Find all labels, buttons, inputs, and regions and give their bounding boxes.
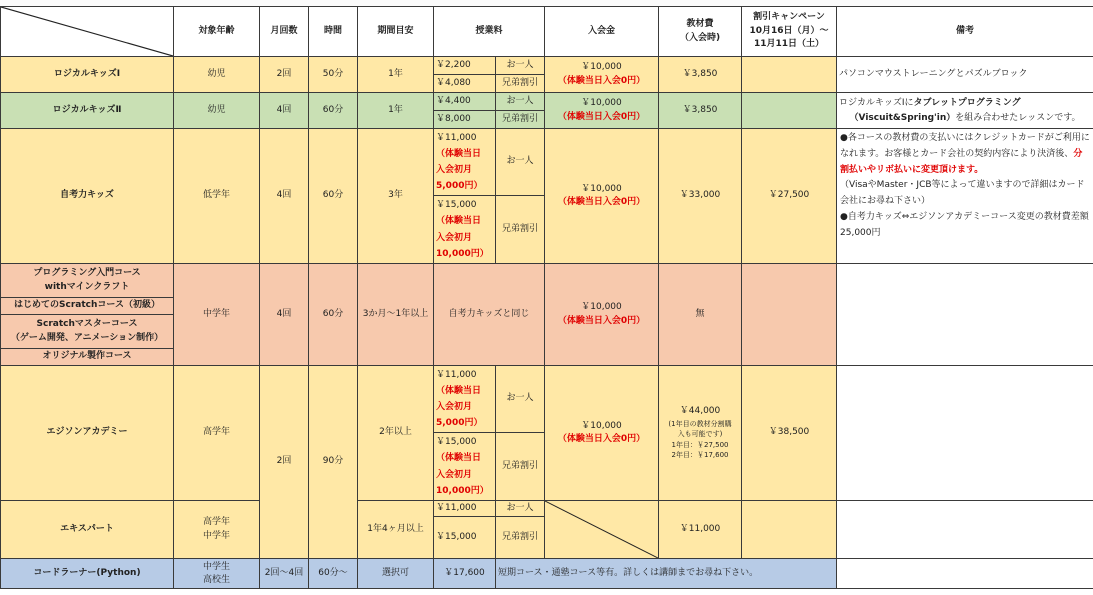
price-table [0,6,1093,589]
label-single: お一人 [496,366,545,433]
price-sibling-block [434,433,496,501]
age-cell: 低学年 [174,129,260,264]
course-name-scratch-beginner: はじめてのScratchコース（初級） [1,298,174,315]
admission-fee: ￥10,000 [581,183,622,194]
count-cell: 4回 [260,264,309,366]
price-single: ￥2,200 [434,57,496,75]
note-cell: パソコンマウストレーニングとパズルブロック [837,57,1093,93]
corner-cell [1,7,174,57]
time-cell: 60分～ [309,559,358,589]
header-admission: 入会金 [545,7,659,57]
admission-cell [545,57,659,93]
note-cell [837,129,1093,264]
period-cell: 2年以上 [358,366,434,501]
campaign-cell [742,57,837,93]
label-single: お一人 [496,129,545,196]
price-single-block [434,129,496,196]
count-cell: 4回 [260,129,309,264]
period-cell: 1年4ヶ月以上 [358,501,434,559]
label-single: お一人 [496,57,545,75]
promo-line: （体験当日 [436,453,482,464]
promo-line: 入会初月 [436,469,473,480]
age-line: 中学年 [202,530,230,541]
campaign-cell: ￥38,500 [742,366,837,501]
table-row [1,501,1093,517]
promo-line: （体験当日 [436,385,482,396]
age-line: 高学年 [202,517,230,527]
admission-cell [545,264,659,366]
header-campaign-l1: 割引キャンペーン [753,12,825,23]
materials-price: ￥44,000 [679,406,721,417]
admission-trial: （体験当日入会0円） [557,111,646,122]
course-line: Scratchマスターコース [36,319,138,329]
diagonal-line [545,501,658,558]
header-materials-l2: （入会時) [679,32,721,43]
label-sibling: 兄弟割引 [496,517,545,559]
header-duration: 時間 [309,7,358,57]
price-single: ￥11,000 [436,369,477,380]
admission-trial: （体験当日入会0円） [557,315,646,326]
admission-fee: ￥10,000 [581,302,622,312]
promo-line: 10,000円） [436,485,489,496]
note-credit: ●各コースの教材費の支払いにはクレジットカードがご利用になれます。お客様とカード会社の契約内容により決済後、 [840,133,1090,159]
course-name-logical-kids-1: ロジカルキッズⅠ [1,57,174,93]
materials-note: 2年目：￥17,600 [671,451,729,460]
price-sibling: ￥15,000 [436,437,477,448]
note-card-brands: （VisaやMaster・JCB等によって違いますので詳細はカード会社にお尋ね下さい） [840,180,1085,206]
materials-cell: ￥3,850 [659,93,742,129]
course-name-code-learner: コードラーナー(Python) [1,559,174,589]
count-cell: 2回 [260,57,309,93]
age-line: 中学生 [202,561,230,572]
table-row [1,93,1093,111]
age-cell: 幼児 [174,57,260,93]
diagonal-line [1,7,173,56]
header-campaign [742,7,837,57]
admission-trial: （体験当日入会0円） [557,197,646,207]
count-cell: 2回～4回 [260,559,309,589]
materials-note: (1年目の教材分割購 [668,419,732,428]
promo-line: 10,000円） [436,248,489,259]
time-cell: 60分 [309,264,358,366]
header-campaign-l3: 11月11日（土） [753,39,825,50]
admission-trial: （体験当日入会0円） [557,434,646,444]
note-difference: ●自考力キッズ⇔エジソンアカデミーコース変更の教材費差額25,000円 [840,211,1089,238]
label-sibling: 兄弟割引 [496,75,545,93]
admission-cell-empty [545,501,659,559]
table-row [1,129,1093,196]
admission-cell [545,129,659,264]
header-period: 期間目安 [358,7,434,57]
price-sibling-block [434,196,496,264]
age-cell: 高学年 [174,366,260,501]
label-single: お一人 [496,501,545,517]
promo-line: （体験当日 [436,148,482,159]
period-cell: 3年 [358,129,434,264]
admission-fee: ￥10,000 [581,98,622,108]
header-materials [659,7,742,57]
campaign-cell [742,264,837,366]
note-bold: タブレットプログラミング [913,98,1021,109]
header-monthly-count: 月回数 [260,7,309,57]
header-target-age: 対象年齢 [174,7,260,57]
promo-line: 5,000円） [436,181,483,192]
price-single: ￥11,000 [434,501,496,517]
period-cell: 1年 [358,57,434,93]
label-sibling: 兄弟割引 [496,196,545,264]
course-name-original: オリジナル製作コース [1,349,174,366]
price-single: ￥4,400 [434,93,496,111]
label-sibling: 兄弟割引 [496,111,545,129]
note-cell [837,93,1093,129]
price-cell: ￥17,600 [434,559,496,589]
course-name-intro-minecraft [1,264,174,298]
course-name-jikouryoku-kids: 自考力キッズ [1,129,174,264]
period-cell: 選択可 [358,559,434,589]
materials-cell: ￥33,000 [659,129,742,264]
promo-line: （体験当日 [436,216,482,227]
table-row [1,57,1093,75]
admission-cell [545,93,659,129]
course-line: （ゲーム開発、アニメーション制作） [10,332,164,343]
course-name-scratch-master [1,315,174,349]
materials-note: 入も可能です) [677,430,723,439]
note-bold-apps: （Viscuit&Spring'in） [849,112,956,123]
label-single: お一人 [496,93,545,111]
note-cell [837,366,1093,501]
campaign-cell [742,93,837,129]
tuition-cell: 自考力キッズと同じ [434,264,545,366]
course-name-logical-kids-2: ロジカルキッズⅡ [1,93,174,129]
table-row [1,366,1093,433]
time-cell: 90分 [309,366,358,559]
time-cell: 50分 [309,57,358,93]
period-cell: 1年 [358,93,434,129]
count-cell: 4回 [260,93,309,129]
promo-line: 入会初月 [436,232,473,243]
age-cell [174,501,260,559]
period-cell: 3か月～1年以上 [358,264,434,366]
admission-fee: ￥10,000 [581,62,622,72]
header-notes: 備考 [837,7,1093,57]
label-sibling: 兄弟割引 [496,433,545,501]
course-line: withマインクラフト [44,281,130,292]
age-cell: 中学年 [174,264,260,366]
price-sibling: ￥8,000 [434,111,496,129]
time-cell: 60分 [309,129,358,264]
materials-cell: ￥11,000 [659,501,742,559]
price-single-block [434,366,496,433]
table-row [1,559,1093,589]
course-line: プログラミング入門コース [33,268,141,278]
course-name-edison-academy: エジソンアカデミー [1,366,174,501]
note-cell [837,501,1093,559]
header-campaign-l2: 10月16日（月）～ [749,25,829,36]
promo-line: 入会初月 [436,165,473,175]
admission-trial: （体験当日入会0円） [557,75,646,86]
note-cell [837,559,1093,589]
promo-line: 入会初月 [436,402,473,412]
campaign-cell: ￥27,500 [742,129,837,264]
materials-note: 1年目：￥27,500 [671,440,729,449]
note-text: ロジカルキッズⅠに [839,98,914,109]
note-credit-red: 分割払いやリボ払いに変更頂けます。 [840,148,1083,175]
note-cell [837,264,1093,366]
header-tuition: 授業料 [434,7,545,57]
note-text-2: を組み合わせたレッスンです。 [955,112,1081,123]
price-single: ￥11,000 [436,132,477,143]
admission-fee: ￥10,000 [581,420,622,431]
count-cell: 2回 [260,366,309,559]
table-row [1,264,1093,298]
materials-cell [659,366,742,501]
time-cell: 60分 [309,93,358,129]
age-line: 高校生 [202,574,230,585]
header-materials-l1: 教材費 [686,19,714,29]
age-cell: 幼児 [174,93,260,129]
materials-cell: ￥3,850 [659,57,742,93]
header-row [1,7,1093,57]
materials-cell: 無 [659,264,742,366]
admission-cell [545,366,659,501]
age-cell [174,559,260,589]
price-sibling: ￥15,000 [436,200,477,211]
code-learner-note: 短期コース・通塾コース等有。詳しくは講師までお尋ね下さい。 [496,559,837,589]
price-sibling: ￥15,000 [434,517,496,559]
campaign-cell [742,501,837,559]
course-name-expert: エキスパート [1,501,174,559]
promo-line: 5,000円） [436,418,483,429]
price-sibling: ￥4,080 [434,75,496,93]
